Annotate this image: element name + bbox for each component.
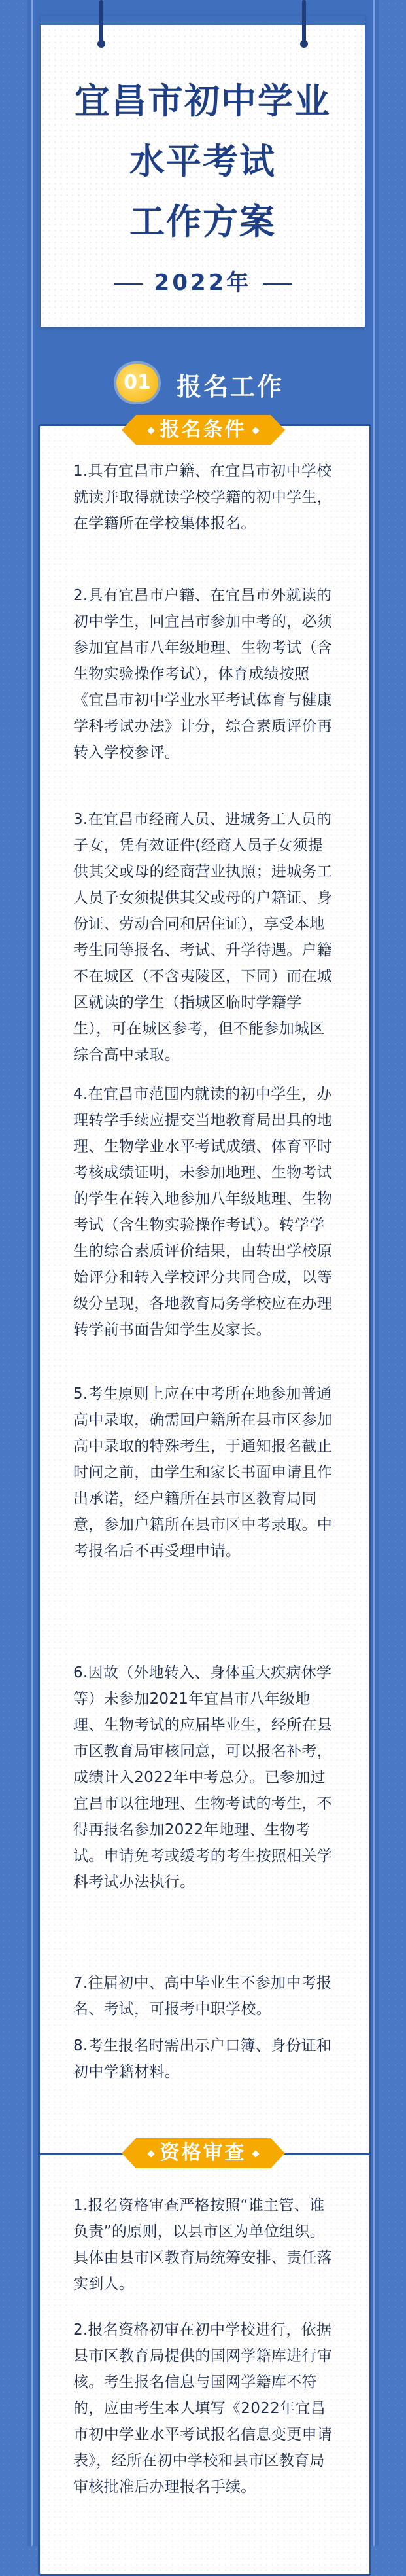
subsection-tag-zige-shencha (136, 2138, 271, 2168)
paragraph-condition-2: 2.具有宜昌市户籍、在宜昌市外就读的初中学生，回宜昌市参加中考的，必须参加宜昌市八年级地理、生物考试（含生物实验操作考试），体育成绩按照《宜昌市初中学业水平考试体育与健康学科考试办法》计分，综合素质评价再转入学校参评。 (73, 587, 333, 761)
paragraph-review-1: 1.报名资格审查严格按照“谁主管、谁负责”的原则，以县市区为单位组织。具体由县市区教育局统筹安排、责任落实到人。 (73, 2197, 333, 2293)
diamond-icon (252, 2150, 259, 2157)
paragraph-review-2: 2.报名资格初审在初中学校进行，依据县市区教育局提供的国网学籍库进行审核。考生报名信息与国网学籍库不符的，应由考生本人填写《2022年宜昌市初中学业水平考试报名信息变更申请表》，经所在初中学校和县市区教育局审核批准后办理报名手续。 (73, 2321, 333, 2496)
paragraph-condition-1: 1.具有宜昌市户籍、在宜昌市初中学校就读并取得就读学校学籍的初中学生，在学籍所在学校集体报名。 (73, 463, 333, 532)
section-title: 报名工作 (177, 372, 284, 401)
pin-left-icon (99, 0, 103, 43)
title-line-3: 工作方案 (129, 201, 276, 242)
title-card-top-bar (41, 16, 365, 25)
title-line-1: 宜昌市初中学业 (75, 80, 331, 122)
section-number-badge: 01 (116, 364, 158, 402)
diamond-icon (252, 427, 259, 434)
title-line-2: 水平考试 (129, 141, 276, 182)
pin-right-icon (302, 0, 306, 43)
title-card (41, 16, 365, 327)
subsection-label: 资格审查 (160, 2141, 246, 2164)
title-year: 2022年 (41, 264, 365, 296)
paragraph-condition-3: 3.在宜昌市经商人员、进城务工人员的子女，凭有效证件(经商人员子女须提供其父或母的经商营业执照；进城务工人员子女须提供其父或母的户籍证、身份证、劳动合同和居住证），享受本地考生同等报名、考试、升学待遇。户籍不在城区（不含夷陵区，下同）而在城区就读的学生（指城区临时学籍学生），可在城区参考，但不能参加城区综合高中录取。 (73, 811, 333, 1064)
paragraph-condition-6: 6.因故（外地转入、身体重大疾病休学等）未参加2021年宜昌市八年级地理、生物考试的应届毕业生，经所在县市区教育局审核同意，可以报名补考，成绩计入2022年中考总分。已参加过宜昌市以往地理、生物考试的考生，不得再报名参加2022年地理、生物考试。申请免考或缓考的考生按照相关学科考试办法执行。 (73, 1664, 333, 1891)
paragraph-condition-8: 8.考生报名时需出示户口簿、身份证和初中学籍材料。 (73, 2037, 332, 2081)
subsection-label: 报名条件 (160, 418, 246, 441)
subsection-tag-baoming-tiaojian (136, 415, 271, 445)
section-heading (116, 364, 293, 402)
paragraph-condition-4: 4.在宜昌市范围内就读的初中学生，办理转学手续应提交当地教育局出具的地理、生物学业水平考试成绩、体育平时考核成绩证明，未参加地理、生物考试的学生在转入地参加八年级地理、生物考试（含生物实验操作考试）。转学学生的综合素质评价结果，由转出学校原始评分和转入学校评分共同合成，以等级分呈现，各地教育局务学校应在办理转学前书面告知学生及家长。 (73, 1086, 333, 1338)
diamond-icon (147, 2150, 154, 2157)
paragraph-condition-7: 7.往届初中、高中毕业生不参加中考报名、考试，可报考中职学校。 (73, 1975, 332, 2018)
diamond-icon (147, 427, 154, 434)
paragraph-condition-5: 5.考生原则上应在中考所在地参加普通高中录取，确需回户籍所在县市区参加高中录取的特殊考生，于通知报名截止时间之前，由学生和家长书面申请且作出承诺，经户籍所在县市区教育局同意，参加户籍所在县市区中考录取。中考报名后不再受理申请。 (73, 1386, 333, 1560)
